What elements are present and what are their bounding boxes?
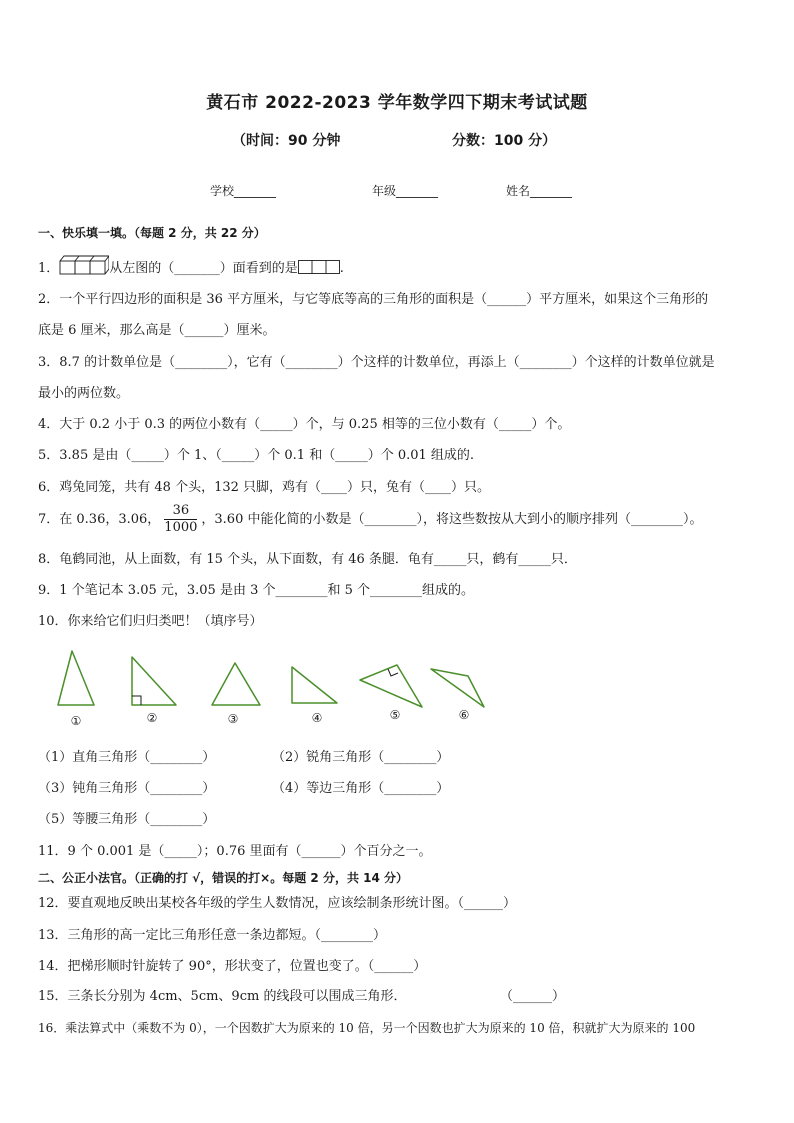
- q7-suffix: ，3.60 中能化简的小数是（________），将这些数按从大到小的顺序排列（________）。: [201, 512, 703, 527]
- triangle-label-3: ③: [227, 712, 239, 726]
- triangle-label-4: ④: [311, 711, 323, 725]
- triangles-figure: [50, 645, 510, 730]
- school-field: 学校_______: [210, 184, 277, 198]
- name-field: 姓名_______: [506, 184, 573, 198]
- right-angle-mark-5: [388, 669, 398, 676]
- question-7: [38, 503, 702, 536]
- q1-text: 从左图的（_______）面看到的是: [109, 261, 298, 276]
- question-15-answer: （______）: [500, 989, 566, 1004]
- grade-field: 年级_______: [372, 184, 439, 198]
- question-8: 8．龟鹤同池，从上面数，有 15 个头，从下面数，有 46 条腿．龟有_____只，鹤有_____只．: [38, 552, 577, 567]
- question-15: 15．三条长分别为 4cm、5cm、9cm 的线段可以围成三角形．: [38, 989, 407, 1004]
- question-2-line-1: 2．一个平行四边形的面积是 36 平方厘米，与它等底等高的三角形的面积是（______）平方厘米，如果这个三角形的: [38, 292, 709, 307]
- question-3-line-2: 最小的两位数。: [38, 386, 130, 401]
- question-11: 11．9 个 0.001 是（_____）；0.76 里面有（______）个百分之一。: [38, 844, 432, 859]
- exam-time: （时间：90 分钟: [232, 133, 341, 149]
- triangle-1: [58, 651, 94, 705]
- triangle-2: [132, 657, 176, 705]
- section-1-heading: 一、快乐填一填。（每题 2 分，共 22 分）: [38, 226, 266, 240]
- question-16: 16．乘法算式中（乘数不为 0），一个因数扩大为原来的 10 倍，另一个因数也扩大为原来的 10 倍，积就扩大为原来的 100: [38, 1021, 696, 1035]
- cubes-figure: [59, 255, 109, 275]
- fraction: [164, 503, 197, 536]
- triangle-label-6: ⑥: [458, 708, 470, 722]
- question-6: 6．鸡兔同笼，共有 48 个头，132 只脚，鸡有（____）只，兔有（____）只。: [38, 480, 491, 495]
- question-3-line-1: 3．8.7 的计数单位是（________），它有（________）个这样的计数单位，再添上（________）个这样的计数单位就是: [38, 355, 715, 370]
- question-2-line-2: 底是 6 厘米，那么高是（______）厘米。: [38, 323, 276, 338]
- question-14: 14．把梯形顺时针旋转了 90°，形状变了，位置也变了。（______）: [38, 959, 427, 974]
- triangle-5: [360, 665, 422, 707]
- exam-title: 黄石市 2022-2023 学年数学四下期末考试试题: [206, 93, 588, 113]
- triangle-label-1: ①: [70, 714, 82, 728]
- question-13: 13．三角形的高一定比三角形任意一条边都短。（________）: [38, 928, 387, 943]
- question-10-3: （3）钝角三角形（________）: [38, 781, 216, 796]
- question-10-5: （5）等腰三角形（________）: [38, 812, 216, 827]
- q1-end: .: [339, 261, 344, 276]
- three-squares-figure: [298, 260, 340, 274]
- triangle-3: [212, 663, 260, 705]
- q7-prefix: 7．在 0.36，3.06，: [38, 512, 161, 527]
- question-5: 5．3.85 是由（_____）个 1、（_____）个 0.1 和（_____）个 0.01 组成的.: [38, 448, 475, 463]
- question-1: [38, 255, 344, 278]
- question-10-2: （2）锐角三角形（________）: [272, 750, 450, 765]
- question-9: 9．1 个笔记本 3.05 元，3.05 是由 3 个________和 5 个________组成的。: [38, 583, 475, 598]
- fraction-denominator: 1000: [164, 520, 198, 535]
- section-2-heading: 二、公正小法官。（正确的打 √，错误的打×。每题 2 分，共 14 分）: [38, 871, 408, 885]
- question-12: 12．要直观地反映出某校各年级的学生人数情况，应该绘制条形统计图。（______）: [38, 896, 517, 911]
- question-10: 10．你来给它们归归类吧！（填序号）: [38, 614, 263, 629]
- question-4: 4．大于 0.2 小于 0.3 的两位小数有（_____）个，与 0.25 相等的三位小数有（_____）个。: [38, 417, 571, 432]
- exam-score: 分数：100 分）: [452, 133, 557, 149]
- triangle-4: [292, 667, 337, 703]
- triangle-label-5: ⑤: [389, 708, 401, 722]
- question-10-1: （1）直角三角形（________）: [38, 750, 216, 765]
- triangle-label-2: ②: [146, 711, 158, 725]
- question-10-4: （4）等边三角形（________）: [272, 781, 450, 796]
- q1-number: 1．: [38, 261, 60, 276]
- right-angle-mark-2: [132, 696, 141, 705]
- triangle-6: [431, 669, 484, 707]
- fraction-numerator: 36: [164, 503, 197, 520]
